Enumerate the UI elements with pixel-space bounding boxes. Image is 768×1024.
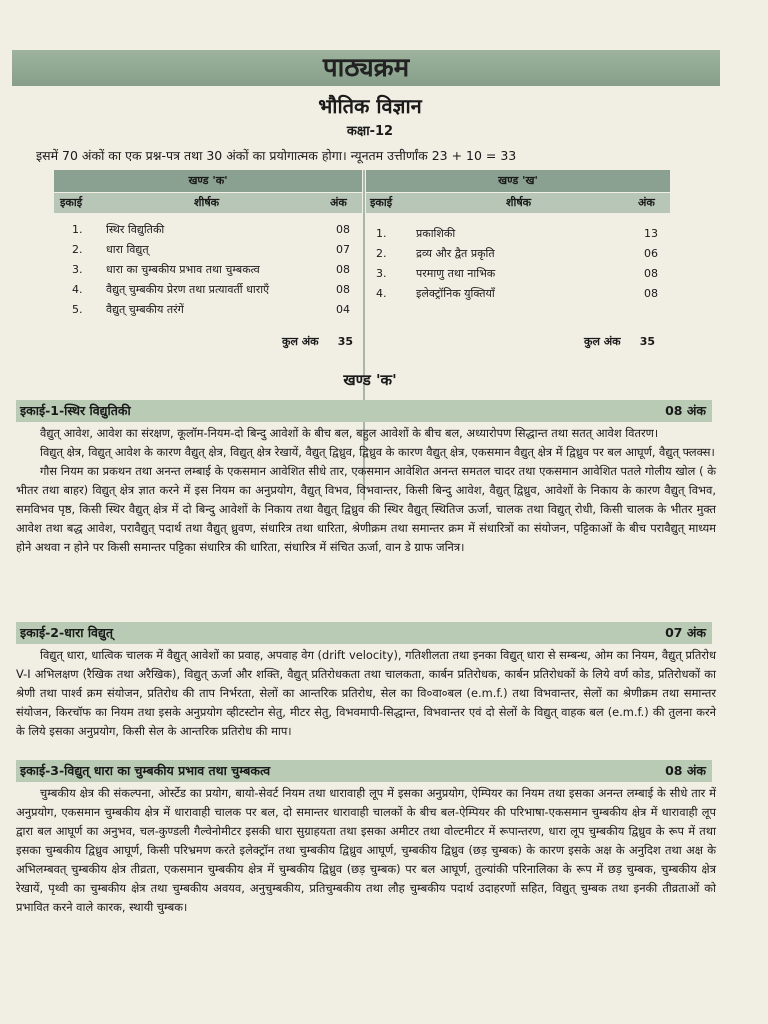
intro-text: इसमें 70 अंकों का एक प्रश्न-पत्र तथा 30 अंकों का प्रयोगात्मक होगा। न्यूनतम उत्तीर्णांक 23 + 10 = 33 [36,148,517,163]
row-number: 3. [72,263,83,276]
section-b-total [584,334,655,349]
row-number: 4. [72,283,83,296]
row-title: धारा का चुम्बकीय प्रभाव तथा चुम्बकत्व [106,263,260,276]
unit-3-content [16,784,716,917]
table-row [54,220,362,240]
row-title: धारा विद्युत् [106,243,149,256]
unit-marks: 07 अंक [665,625,706,640]
subject-heading: भौतिक विज्ञान [318,94,422,118]
marks-column-header: अंक [638,196,655,209]
unit-column-header: इकाई [370,196,393,209]
unit-title: इकाई-3-विद्युत् धारा का चुम्बकीय प्रभाव तथा चुम्बकत्व [20,763,271,778]
unit-2-content [16,646,716,741]
total-marks: 35 [337,335,354,348]
row-title: प्रकाशिकी [416,227,456,240]
unit-2-header [16,622,712,644]
total-label: कुल अंक [282,335,319,348]
total-marks: 35 [639,335,656,348]
paragraph: वैद्युत् आवेश, आवेश का संरक्षण, कूलॉम-नियम-दो बिन्दु आवेशों के बीच बल, बहुल आवेशों के बीच बल, अध्यारोपण सिद्धान्त तथा सतत् आवेश वितरण। [40,426,659,440]
row-marks: 08 [336,283,350,296]
row-title: परमाणु तथा नाभिक [416,267,496,280]
section-a-title: खण्ड 'क' [343,371,397,389]
row-title: वैद्युत् चुम्बकीय तरंगें [106,303,184,316]
section-b-header: खण्ड 'ख' [366,170,670,192]
unit-3-header [16,760,712,782]
row-marks: 08 [644,267,658,280]
section-a-header: खण्ड 'क' [54,170,362,192]
table-row [366,284,670,304]
row-number: 5. [72,303,83,316]
table-row [366,264,670,284]
paragraph: गौस नियम का प्रकथन तथा अनन्त लम्बाई के एकसमान आवेशित सीधे तार, एकसमान आवेशित अनन्त समतल चादर तथा एकसमान आवेशित पतले गोलीय खोल ( के भीतर तथा बाहर) विद्युत् क्षेत्र ज्ञात करने में इस नियम का अनुप्रयोग, वैद्युत् विभव, विभवान्तर, किसी बिन्दु आवेश, वैद्युत् द्विध्रुव, आवेशों के निकाय के कारण वैद्युत् विभव, समविभव पृष्ठ, किसी स्थिर वैद्युत् क्षेत्र में दो बिन्दु आवेशों के निकाय तथा वैद्युत् द्विध्रुव की स्थिर वैद्युत् स्थितिज ऊर्जा, चालक तथा विद्युत् रोधी, किसी चालक के भीतर मुक्त आवेश तथा बद्ध आवेश, परावैद्युत् पदार्थ तथा वैद्युत् ध्रुवण, संधारित्र तथा धारिता, श्रेणीक्रम तथा समान्तर क्रम में संधारित्रों का संयोजन, पट्टिकाओं के बीच परावैद्युत् माध्यम होने अथवा न होने पर किसी समान्तर पट्टिका संधारित्र की धारिता, संधारित्र में संचित ऊर्जा, वान डे ग्राफ जनित्र। [16,464,716,554]
section-a-total [282,334,353,349]
paragraph: विद्युत् क्षेत्र, विद्युत् आवेश के कारण वैद्युत् क्षेत्र, विद्युत् क्षेत्र रेखायें, वैद्युत् द्विध्रुव, द्विध्रुव के कारण वैद्युत् क्षेत्र, एकसमान वैद्युत् क्षेत्र में द्विध्रुव पर बल आघूर्ण, वैद्युत् फ्लक्स। [40,445,715,459]
page-title: पाठ्यक्रम [322,53,410,83]
row-title: वैद्युत् चुम्बकीय प्रेरण तथा प्रत्यावर्ती धाराएँ [106,283,270,296]
table-row [54,300,362,320]
row-number: 3. [376,267,387,280]
unit-title: इकाई-2-धारा विद्युत् [20,625,114,640]
row-title: स्थिर विद्युतिकी [106,223,165,236]
topic-column-header: शीर्षक [194,196,220,209]
row-number: 1. [72,223,83,236]
row-marks: 08 [336,263,350,276]
paragraph: विद्युत् धारा, धात्विक चालक में वैद्युत् आवेशों का प्रवाह, अपवाह वेग (drift velocity), गतिशीलता तथा इनका विद्युत् धारा से सम्बन्ध, ओम का नियम, वैद्युत् प्रतिरोध V-I अभिलक्षण (रैखिक तथा अरैखिक), विद्युत् ऊर्जा और शक्ति, वैद्युत् प्रतिरोधकता तथा चालकता, कार्बन प्रतिरोधक, कार्बन प्रतिरोधकों के लिये वर्ण कोड, प्रतिरोधकों का श्रेणी तथा पार्श्व क्रम संयोजन, प्रतिरोध की ताप निर्भरता, सेलों का आन्तरिक प्रतिरोध, सेल का वि०वा०बल (e.m.f.) तथा विभवान्तर, सेलों का श्रेणीक्रम तथा समान्तर संयोजन, किरचॉफ का नियम तथा इसके अनुप्रयोग व्हीटस्टोन सेतु, मीटर सेतु, विभवमापी-सिद्धान्त, विभवान्तर एवं दो सेलों के विद्युत् वाहक बल (e.m.f.) की तुलना करने के लिये इसका अनुप्रयोग, किसी सेल के आन्तरिक प्रतिरोध की माप। [16,648,716,738]
unit-column-header: इकाई [60,196,83,209]
row-number: 2. [72,243,83,256]
row-marks: 04 [336,303,350,316]
total-label: कुल अंक [584,335,621,348]
unit-marks: 08 अंक [665,763,706,778]
table-row [54,260,362,280]
table-row [54,280,362,300]
marks-column-header: अंक [330,196,347,209]
topic-column-header: शीर्षक [506,196,532,209]
grade-heading: कक्षा-12 [346,124,394,139]
row-marks: 08 [644,287,658,300]
unit-marks: 08 अंक [665,403,706,418]
section-b-column-headers [366,193,670,213]
title-banner [12,50,720,86]
row-marks: 07 [336,243,350,256]
row-marks: 08 [336,223,350,236]
row-number: 2. [376,247,387,260]
row-marks: 06 [644,247,658,260]
row-number: 4. [376,287,387,300]
row-marks: 13 [644,227,658,240]
row-number: 1. [376,227,387,240]
table-row [366,244,670,264]
unit-1-header [16,400,712,422]
table-row [366,224,670,244]
paragraph: चुम्बकीय क्षेत्र की संकल्पना, ओर्स्टेड का प्रयोग, बायो-सेवर्ट नियम तथा धारावाही लूप में इसका अनुप्रयोग, ऐम्पियर का नियम तथा इसका अनन्त लम्बाई के सीधे तार में अनुप्रयोग, एकसमान चुम्बकीय क्षेत्र में धारावाही चालक पर बल, दो समान्तर धारावाही चालकों के बीच बल-ऐम्पियर की परिभाषा-एकसमान चुम्बकीय क्षेत्र में धारावाही लूप द्वारा बल आघूर्ण का अनुभव, चल-कुण्डली गैल्वेनोमीटर इसकी धारा सुग्राहयता तथा इसका अमीटर तथा वोल्टमीटर में रूपान्तरण, धारा लूप चुम्बकीय द्विध्रुव के रूप में तथा इसका चुम्बकीय द्विध्रुव आघूर्ण, किसी परिभ्रमण करते इलेक्ट्रॉन तथा चुम्बकीय द्विध्रुव आघूर्ण, चुम्बकीय द्विध्रुव (छड़ चुम्बक) के कारण इसके अक्ष के अनुदिश तथा अक्ष के अभिलम्बवत् चुम्बकीय क्षेत्र तीव्रता, एकसमान चुम्बकीय क्षेत्र में चुम्बकीय द्विध्रुव (छड़ चुम्बक) पर बल आघूर्ण, तुल्यांकी परिनालिका के रूप में छड़ चुम्बक, चुम्बकीय क्षेत्र रेखायें, पृथ्वी का चुम्बकीय क्षेत्र तथा चुम्बकीय अवयव, अनुचुम्बकीय, प्रतिचुम्बकीय तथा लौह चुम्बकीय पदार्थ उदाहरणों सहित, विद्युत् चुम्बक तथा इनकी तीव्रताओं को प्रभावित करने वाले कारक, स्थायी चुम्बक। [16,786,716,914]
row-title: द्रव्य और द्वैत प्रकृति [416,247,495,260]
table-row [54,240,362,260]
unit-1-content [16,424,716,557]
section-a-column-headers [54,193,362,213]
row-title: इलेक्ट्रॉनिक युक्तियाँ [416,287,495,300]
unit-title: इकाई-1-स्थिर विद्युतिकी [20,403,131,418]
